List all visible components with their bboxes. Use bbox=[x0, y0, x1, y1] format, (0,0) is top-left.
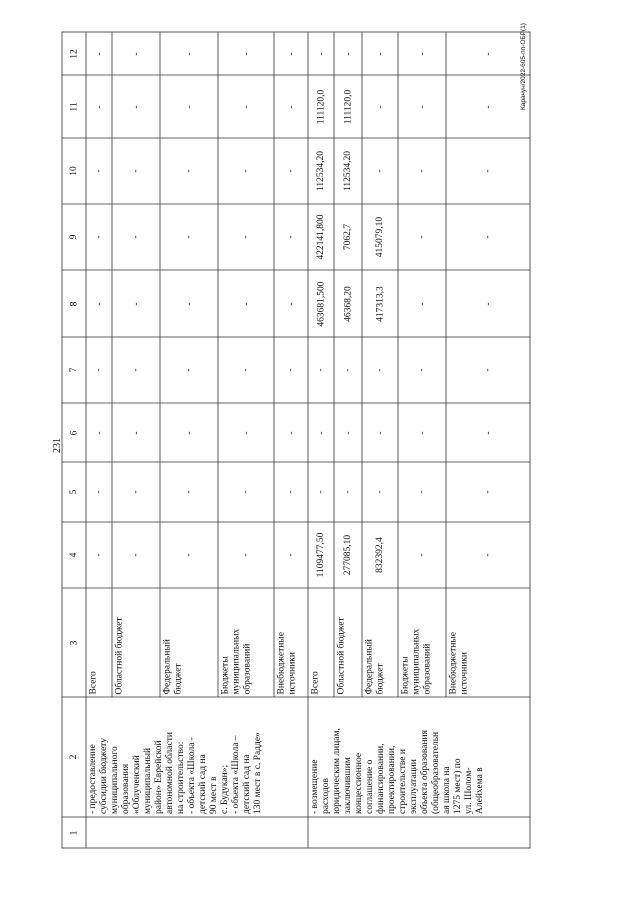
column-header: 10 bbox=[68, 166, 79, 176]
value-cell: - bbox=[183, 490, 194, 494]
value-cell: - bbox=[285, 490, 296, 494]
column-header: 9 bbox=[68, 234, 79, 240]
funding-source: Внебюджетные источники bbox=[276, 631, 297, 694]
value-cell: 277085,10 bbox=[342, 534, 353, 576]
value-cell: 422141,800 bbox=[315, 214, 326, 260]
value-cell: - bbox=[416, 430, 427, 435]
value-cell: 415079,10 bbox=[374, 216, 385, 258]
value-cell: - bbox=[183, 368, 194, 372]
value-cell: - bbox=[285, 301, 296, 306]
value-cell: - bbox=[93, 104, 104, 109]
value-cell: - bbox=[482, 169, 493, 173]
column-header: 6 bbox=[68, 430, 79, 435]
value-cell: - bbox=[285, 368, 296, 372]
value-cell: - bbox=[374, 51, 385, 56]
value-cell: - bbox=[374, 104, 385, 109]
value-cell: - bbox=[315, 490, 326, 494]
value-cell: - bbox=[240, 51, 251, 56]
value-cell: - bbox=[93, 235, 104, 239]
description-cell: - возмещение расходов юридическим лицам, заключившим концессионное соглашение о финансировании, проектировании, строительстве и эксплуатации объекта образования (общеобразовательн ая школа на 1275 мест) по ул. Шолом- Алейхема в bbox=[310, 728, 485, 814]
value-cell: - bbox=[183, 169, 194, 173]
value-cell: - bbox=[482, 553, 493, 557]
value-cell: - bbox=[240, 368, 251, 372]
value-cell: - bbox=[315, 430, 326, 435]
value-cell: - bbox=[183, 553, 194, 557]
value-cell: - bbox=[374, 169, 385, 173]
value-cell: - bbox=[130, 169, 141, 173]
column-header: 7 bbox=[68, 367, 79, 373]
value-cell: - bbox=[482, 368, 493, 372]
value-cell: - bbox=[342, 368, 353, 372]
value-cell: - bbox=[342, 51, 353, 56]
value-cell: - bbox=[416, 104, 427, 109]
value-cell: 832392,4 bbox=[374, 537, 385, 573]
value-cell: - bbox=[416, 490, 427, 494]
column-header: 8 bbox=[68, 301, 79, 306]
value-cell: - bbox=[315, 51, 326, 56]
value-cell: 111120,0 bbox=[342, 89, 353, 124]
value-cell: - bbox=[240, 235, 251, 239]
funding-source: Бюджеты муниципальных образований bbox=[220, 628, 252, 694]
column-header: 12 bbox=[68, 48, 79, 59]
value-cell: - bbox=[416, 301, 427, 306]
funding-source: Бюджеты муниципальных образований bbox=[400, 628, 432, 694]
value-cell: - bbox=[285, 104, 296, 109]
value-cell: 7062,7 bbox=[342, 223, 353, 251]
value-cell: 1109477,50 bbox=[315, 532, 326, 578]
value-cell: - bbox=[130, 490, 141, 494]
value-cell: - bbox=[482, 430, 493, 435]
value-cell: - bbox=[285, 553, 296, 557]
value-cell: 112534,20 bbox=[342, 150, 353, 192]
value-cell: - bbox=[342, 490, 353, 494]
value-cell: 111120,0 bbox=[315, 89, 326, 124]
value-cell: - bbox=[130, 430, 141, 435]
value-cell: - bbox=[93, 490, 104, 494]
value-cell: - bbox=[183, 301, 194, 306]
value-cell: 46368,20 bbox=[342, 285, 353, 322]
funding-source: Областной бюджет bbox=[336, 616, 346, 694]
value-cell: - bbox=[240, 430, 251, 435]
column-header: 2 bbox=[68, 754, 79, 760]
column-header: 4 bbox=[68, 552, 79, 558]
funding-source: Внебюджетные источники bbox=[448, 631, 469, 694]
value-cell: - bbox=[416, 553, 427, 557]
value-cell: - bbox=[93, 553, 104, 557]
value-cell: - bbox=[240, 169, 251, 173]
value-cell: - bbox=[93, 301, 104, 306]
funding-source: Областной бюджет bbox=[114, 616, 124, 694]
value-cell: - bbox=[374, 490, 385, 494]
value-cell: - bbox=[285, 51, 296, 56]
value-cell: - bbox=[416, 51, 427, 56]
page-number: 231 bbox=[52, 438, 63, 453]
funding-source: Всего bbox=[88, 670, 98, 694]
value-cell: - bbox=[482, 301, 493, 306]
value-cell: - bbox=[342, 430, 353, 435]
value-cell: - bbox=[130, 51, 141, 56]
value-cell: - bbox=[93, 430, 104, 435]
value-cell: - bbox=[416, 235, 427, 239]
value-cell: - bbox=[130, 368, 141, 372]
description-cell: - предоставление субсидии бюджету муниципального образования «Облученский муниципальный район» Еврейской автономной области на строительство: - объекта «Школа - детский сад на 90 мест в с. Будукан»; - объекта «Школа – детский сад на 130 мест в с. Радде» bbox=[88, 732, 263, 814]
value-cell: - bbox=[374, 430, 385, 435]
funding-source: Федеральный бюджет bbox=[364, 638, 385, 694]
value-cell: - bbox=[285, 430, 296, 435]
value-cell: 417313,3 bbox=[374, 285, 385, 322]
value-cell: - bbox=[130, 104, 141, 109]
column-header: 3 bbox=[68, 640, 79, 645]
value-cell: 112534,20 bbox=[315, 150, 326, 192]
value-cell: - bbox=[482, 235, 493, 239]
value-cell: - bbox=[93, 169, 104, 173]
funding-source: Всего bbox=[310, 670, 320, 694]
side-note: Карачун/2022-605-пп-ОБР(1) bbox=[520, 23, 527, 110]
value-cell: - bbox=[240, 301, 251, 306]
value-cell: - bbox=[416, 368, 427, 372]
value-cell: - bbox=[130, 301, 141, 306]
value-cell: - bbox=[240, 490, 251, 494]
value-cell: - bbox=[183, 235, 194, 239]
value-cell: - bbox=[183, 104, 194, 109]
value-cell: - bbox=[130, 235, 141, 239]
column-header: 5 bbox=[68, 489, 79, 495]
value-cell: - bbox=[130, 553, 141, 557]
value-cell: - bbox=[183, 430, 194, 435]
value-cell: - bbox=[240, 553, 251, 557]
column-header: 11 bbox=[68, 101, 79, 112]
funding-source: Федеральный бюджет bbox=[162, 638, 183, 694]
value-cell: - bbox=[482, 104, 493, 109]
value-cell: - bbox=[374, 368, 385, 372]
column-header: 1 bbox=[68, 830, 79, 835]
value-cell: - bbox=[240, 104, 251, 109]
value-cell: - bbox=[315, 368, 326, 372]
value-cell: - bbox=[93, 51, 104, 56]
value-cell: 463681,500 bbox=[315, 280, 326, 327]
value-cell: - bbox=[482, 490, 493, 494]
value-cell: - bbox=[285, 235, 296, 239]
value-cell: - bbox=[183, 51, 194, 56]
value-cell: - bbox=[482, 51, 493, 56]
value-cell: - bbox=[416, 169, 427, 173]
value-cell: - bbox=[93, 368, 104, 372]
value-cell: - bbox=[285, 169, 296, 173]
